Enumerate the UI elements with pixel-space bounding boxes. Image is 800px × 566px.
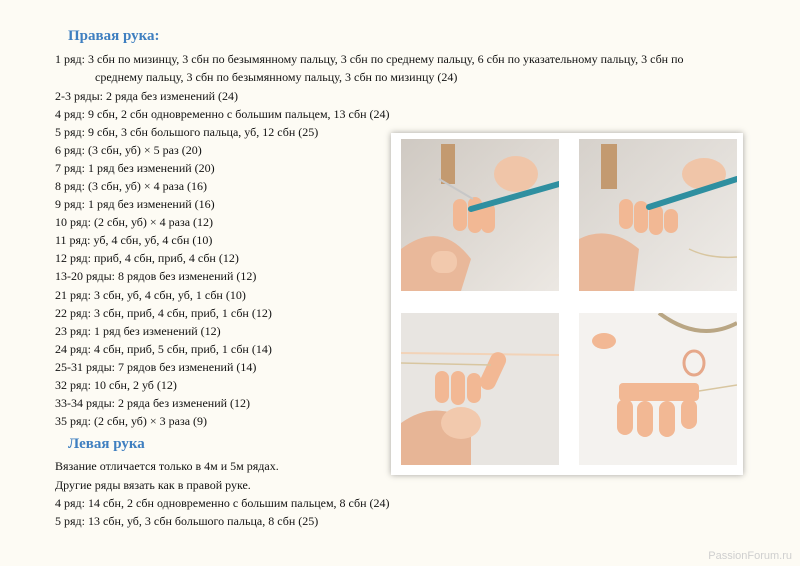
left-hand-title: Левая рука — [68, 436, 145, 452]
watermark: PassionForum.ru — [708, 550, 792, 562]
row-line: 23 ряд: 1 ряд без изменений (12) — [55, 324, 221, 338]
row-line: 12 ряд: приб, 4 сбн, приб, 4 сбн (12) — [55, 251, 239, 265]
row-line: 11 ряд: уб, 4 сбн, уб, 4 сбн (10) — [55, 233, 213, 247]
row-line: 4 ряд: 9 сбн, 2 сбн одновременно с большим пальцем, 13 сбн (24) — [55, 107, 390, 121]
left-row-line: 4 ряд: 14 сбн, 2 сбн одновременно с большим пальцем, 8 сбн (24) — [55, 496, 390, 510]
row-1-text: 1 ряд: 3 сбн по мизинцу, 3 сбн по безымянному пальцу, 3 сбн по среднему пальцу, 6 сбн по указательному пальцу, 3 сбн по — [55, 52, 684, 66]
row-line: 22 ряд: 3 сбн, приб, 4 сбн, приб, 1 сбн (12) — [55, 306, 272, 320]
row-line: 32 ряд: 10 сбн, 2 уб (12) — [55, 378, 177, 392]
left-row-line: Другие ряды вязать как в правой руке. — [55, 478, 251, 492]
photo-panel — [391, 133, 743, 475]
photo-step-1 — [401, 139, 559, 291]
row-line: 35 ряд: (2 сбн, уб) × 3 раза (9) — [55, 414, 208, 428]
row-1-continuation: среднему пальцу, 3 сбн по безымянному пальцу, 3 сбн по мизинцу (24) — [95, 70, 458, 84]
row-line: 7 ряд: 1 ряд без изменений (20) — [55, 161, 215, 175]
photo-step-4 — [579, 313, 737, 465]
left-row-line: Вязание отличается только в 4м и 5м рядах. — [55, 459, 279, 473]
photo-step-2 — [579, 139, 737, 291]
row-line: 10 ряд: (2 сбн, уб) × 4 раза (12) — [55, 215, 214, 229]
row-line: 13-20 ряды: 8 рядов без изменений (12) — [55, 269, 257, 283]
row-line: 6 ряд: (3 сбн, уб) × 5 раз (20) — [55, 143, 202, 157]
row-line: 33-34 ряды: 2 ряда без изменений (12) — [55, 396, 251, 410]
left-row-line: 5 ряд: 13 сбн, уб, 3 сбн большого пальца, 8 сбн (25) — [55, 514, 319, 528]
right-hand-title: Правая рука: — [68, 28, 160, 44]
row-line: 8 ряд: (3 сбн, уб) × 4 раза (16) — [55, 179, 208, 193]
row-line: 5 ряд: 9 сбн, 3 сбн большого пальца, уб, 12 сбн (25) — [55, 125, 319, 139]
row-line: 9 ряд: 1 ряд без изменений (16) — [55, 197, 215, 211]
row-line: 25-31 ряды: 7 рядов без изменений (14) — [55, 360, 257, 374]
row-1 — [55, 50, 795, 86]
row-line: 2-3 ряды: 2 ряда без изменений (24) — [55, 89, 239, 103]
row-line: 21 ряд: 3 сбн, уб, 4 сбн, уб, 1 сбн (10) — [55, 288, 246, 302]
row-line: 24 ряд: 4 сбн, приб, 5 сбн, приб, 1 сбн (14) — [55, 342, 272, 356]
photo-step-3 — [401, 313, 559, 465]
